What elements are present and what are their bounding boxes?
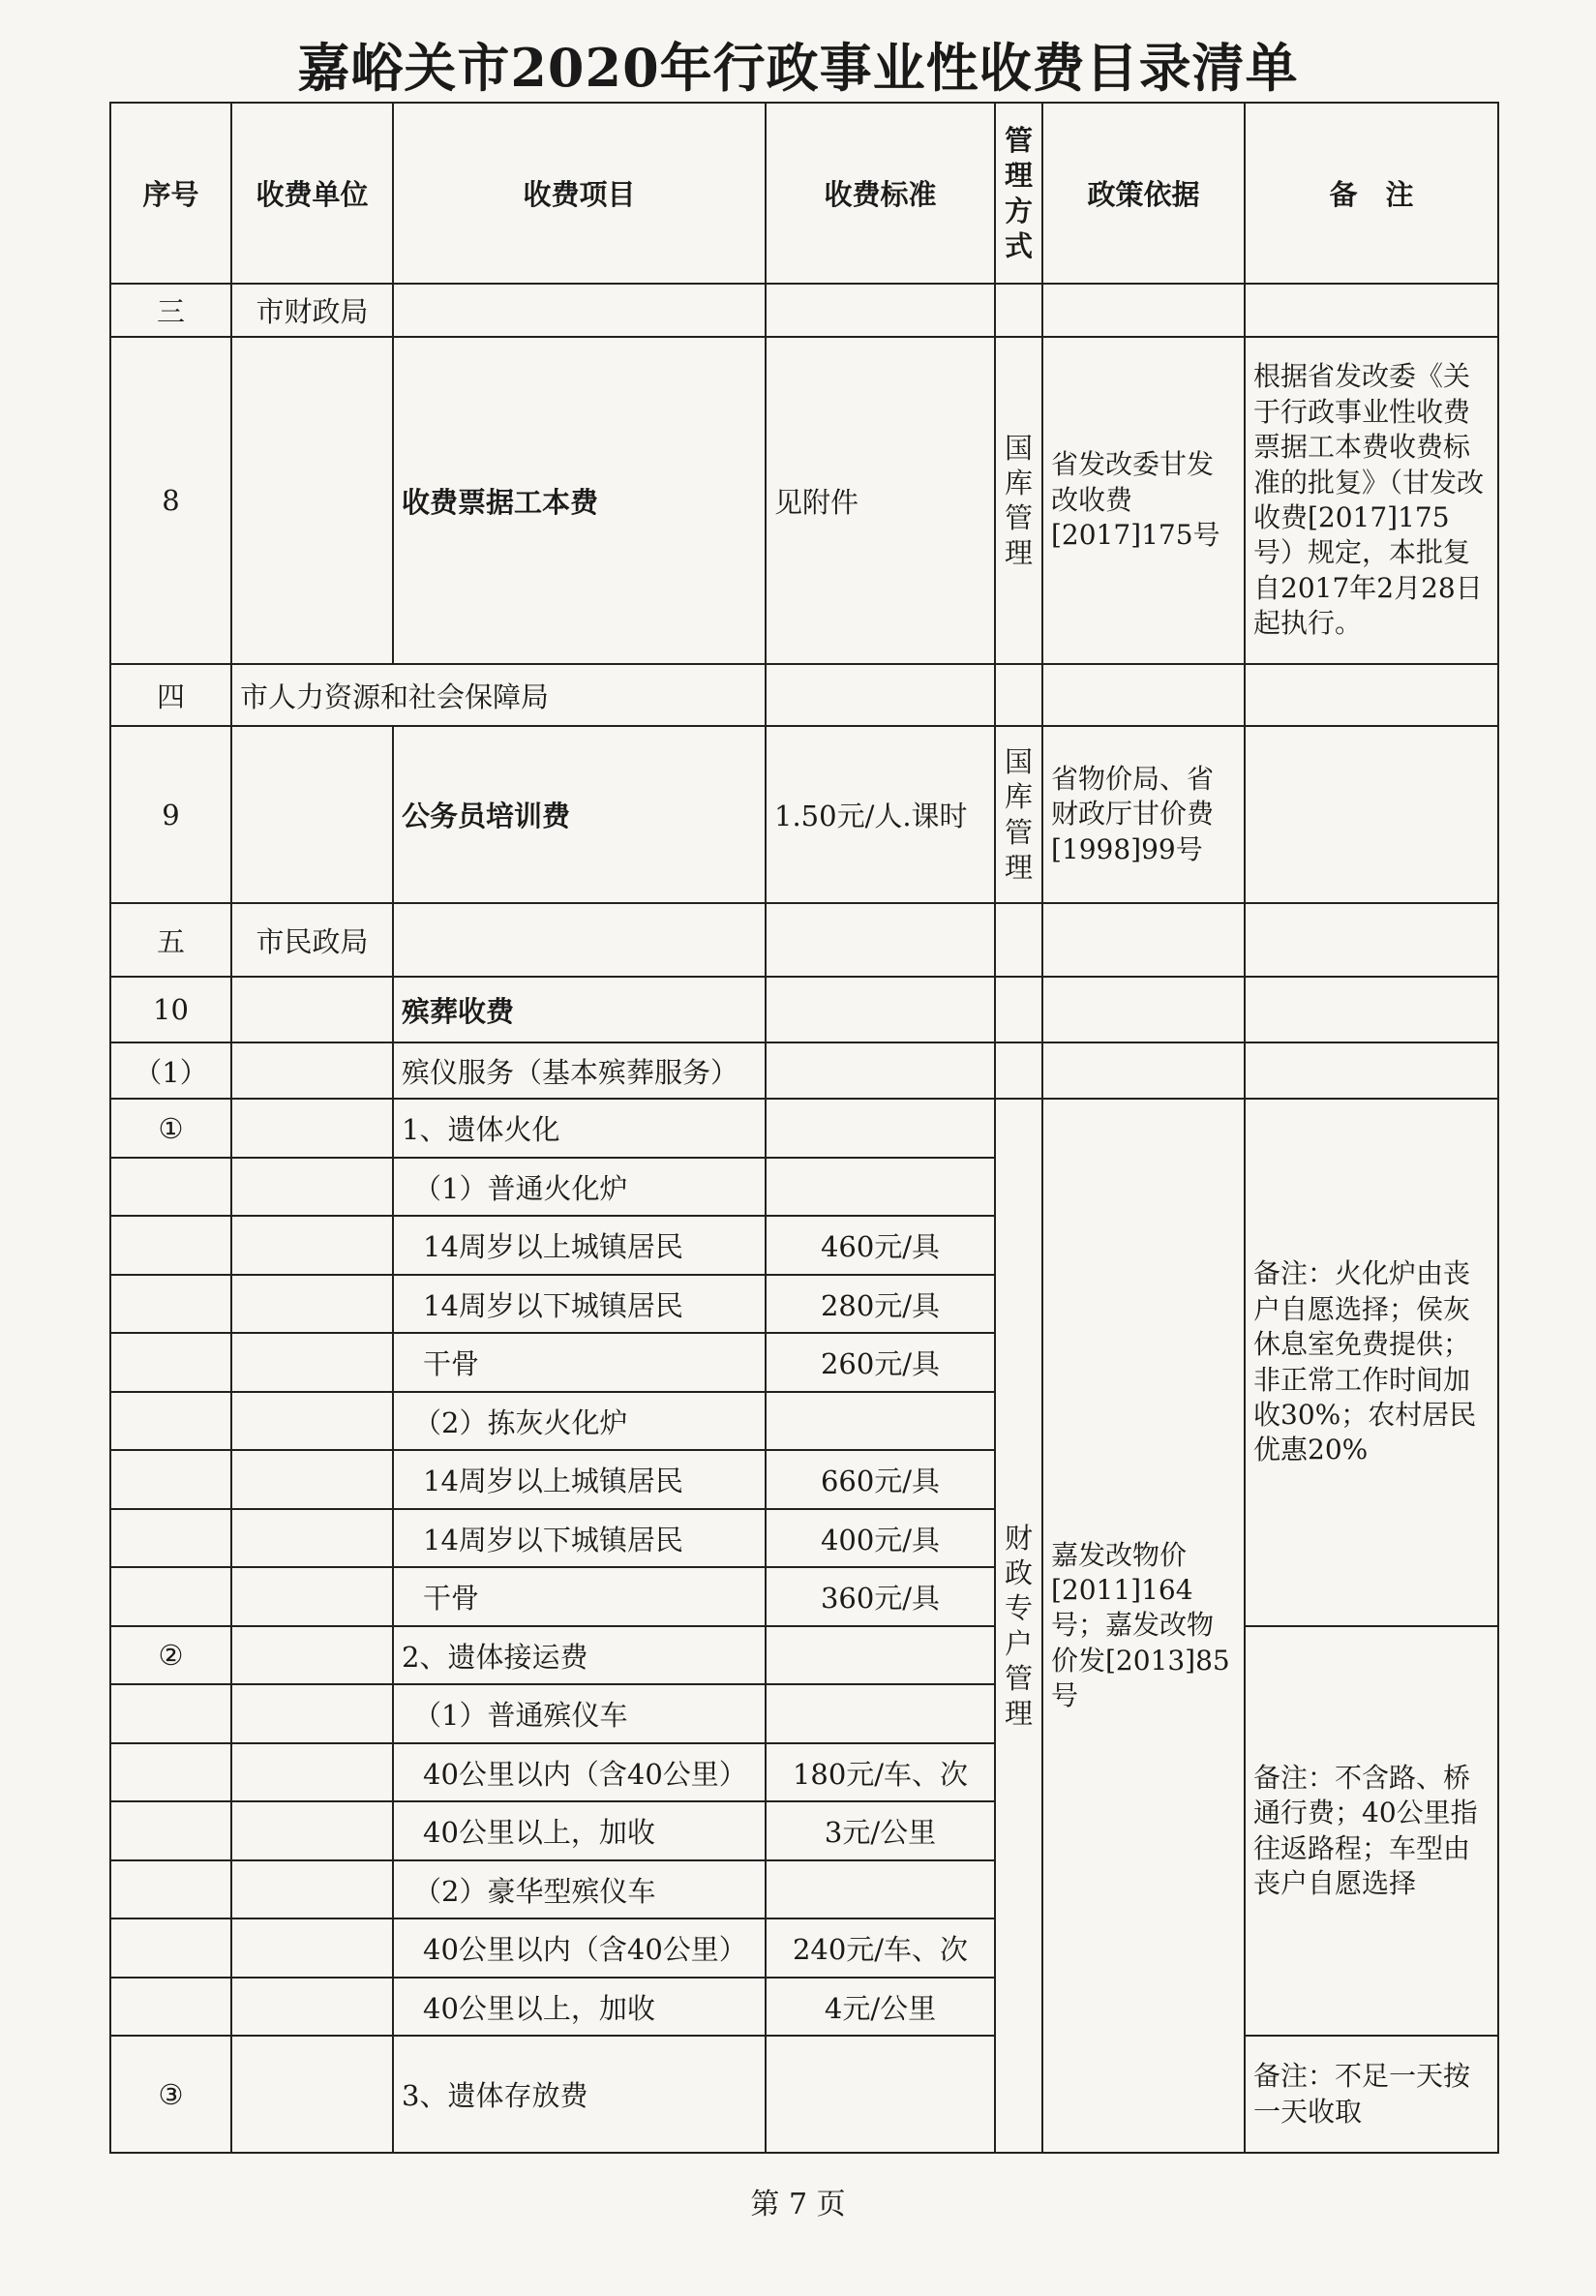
- row-unit: 市民政局: [231, 903, 393, 977]
- row-seq: 8: [110, 337, 231, 664]
- row-standard: 3元/公里: [766, 1801, 995, 1860]
- row-seq: 9: [110, 726, 231, 903]
- row-item: （2）拣灰火化炉: [393, 1392, 766, 1450]
- row-policy: 省发改委甘发改收费[2017]175号: [1042, 337, 1245, 664]
- row-item: 14周岁以上城镇居民: [393, 1216, 766, 1275]
- funeral-policy: 嘉发改物价[2011]164号；嘉发改物价发[2013]85号: [1042, 1099, 1245, 2153]
- row-standard: 见附件: [766, 337, 995, 664]
- header-mgmt: 管 理 方 式: [995, 103, 1042, 284]
- row-policy: 省物价局、省财政厅甘价费[1998]99号: [1042, 726, 1245, 903]
- header-item: 收费项目: [393, 103, 766, 284]
- row-item: （1）普通殡仪车: [393, 1684, 766, 1743]
- row-standard: 180元/车、次: [766, 1743, 995, 1801]
- table-row: [110, 726, 1498, 903]
- row-standard: 660元/具: [766, 1450, 995, 1509]
- row-item: 14周岁以上城镇居民: [393, 1450, 766, 1509]
- row-standard: 260元/具: [766, 1333, 995, 1392]
- header-unit: 收费单位: [231, 103, 393, 284]
- row-item: 40公里以内（含40公里）: [393, 1743, 766, 1801]
- remark-storage: 备注：不足一天按一天收取: [1245, 2036, 1498, 2153]
- row-seq: 10: [110, 977, 231, 1042]
- section-row: [110, 664, 1498, 726]
- page-title: 嘉峪关市2020年行政事业性收费目录清单: [297, 37, 1299, 99]
- row-item: 收费票据工本费: [393, 337, 766, 664]
- row-seq: 五: [110, 903, 231, 977]
- remark-transport: 备注：不含路、桥通行费；40公里指往返路程；车型由丧户自愿选择: [1245, 1626, 1498, 2036]
- funeral-mgmt: 财 政 专 户 管 理: [995, 1099, 1042, 2153]
- row-standard: 460元/具: [766, 1216, 995, 1275]
- row-item: 40公里以内（含40公里）: [393, 1918, 766, 1978]
- row-item: 14周岁以下城镇居民: [393, 1275, 766, 1333]
- row-seq: ②: [110, 1626, 231, 1684]
- table-row: [110, 1626, 1498, 1684]
- row-seq: ①: [110, 1099, 231, 1158]
- row-standard: 240元/车、次: [766, 1918, 995, 1978]
- header-seq: 序号: [110, 103, 231, 284]
- row-item: （2）豪华型殡仪车: [393, 1860, 766, 1918]
- row-standard: 280元/具: [766, 1275, 995, 1333]
- page-number: 第 7 页: [750, 2188, 846, 2221]
- row-remark: 根据省发改委《关于行政事业性收费票据工本费收费标准的批复》（甘发改收费[2017]175号）规定，本批复自2017年2月28日起执行。: [1245, 337, 1498, 664]
- remark-cremation: 备注：火化炉由丧户自愿选择；侯灰休息室免费提供；非正常工作时间加收30%；农村居民优惠20%: [1245, 1099, 1498, 1626]
- table-row: [110, 337, 1498, 664]
- row-standard: 4元/公里: [766, 1978, 995, 2036]
- row-item: 14周岁以下城镇居民: [393, 1509, 766, 1567]
- row-unit: 市财政局: [231, 284, 393, 337]
- header-row: [110, 103, 1498, 284]
- row-seq: 三: [110, 284, 231, 337]
- fee-catalog-table: [109, 102, 1499, 2154]
- row-standard: 1.50元/人.课时: [766, 726, 995, 903]
- row-item: 殡葬收费: [393, 977, 766, 1042]
- table-row: [110, 2036, 1498, 2153]
- row-item: 40公里以上，加收: [393, 1801, 766, 1860]
- row-item: 干骨: [393, 1567, 766, 1626]
- row-mgmt: 国 库 管 理: [995, 337, 1042, 664]
- header-remark: 备 注: [1245, 103, 1498, 284]
- row-item: 40公里以上，加收: [393, 1978, 766, 2036]
- table-row: [110, 1042, 1498, 1099]
- header-policy: 政策依据: [1042, 103, 1245, 284]
- row-unit: 市人力资源和社会保障局: [231, 664, 766, 726]
- row-item: 1、遗体火化: [393, 1099, 766, 1158]
- row-item: 3、遗体存放费: [393, 2036, 766, 2153]
- section-row: [110, 903, 1498, 977]
- row-seq: （1）: [110, 1042, 231, 1099]
- row-item: （1）普通火化炉: [393, 1158, 766, 1216]
- row-item: 干骨: [393, 1333, 766, 1392]
- row-standard: 360元/具: [766, 1567, 995, 1626]
- row-seq: ③: [110, 2036, 231, 2153]
- table-row: [110, 977, 1498, 1042]
- row-standard: 400元/具: [766, 1509, 995, 1567]
- header-standard: 收费标准: [766, 103, 995, 284]
- row-seq: 四: [110, 664, 231, 726]
- row-item: 公务员培训费: [393, 726, 766, 903]
- row-item: 殡仪服务（基本殡葬服务）: [393, 1042, 766, 1099]
- table-row: [110, 1099, 1498, 1158]
- section-row: [110, 284, 1498, 337]
- row-item: 2、遗体接运费: [393, 1626, 766, 1684]
- row-mgmt: 国 库 管 理: [995, 726, 1042, 903]
